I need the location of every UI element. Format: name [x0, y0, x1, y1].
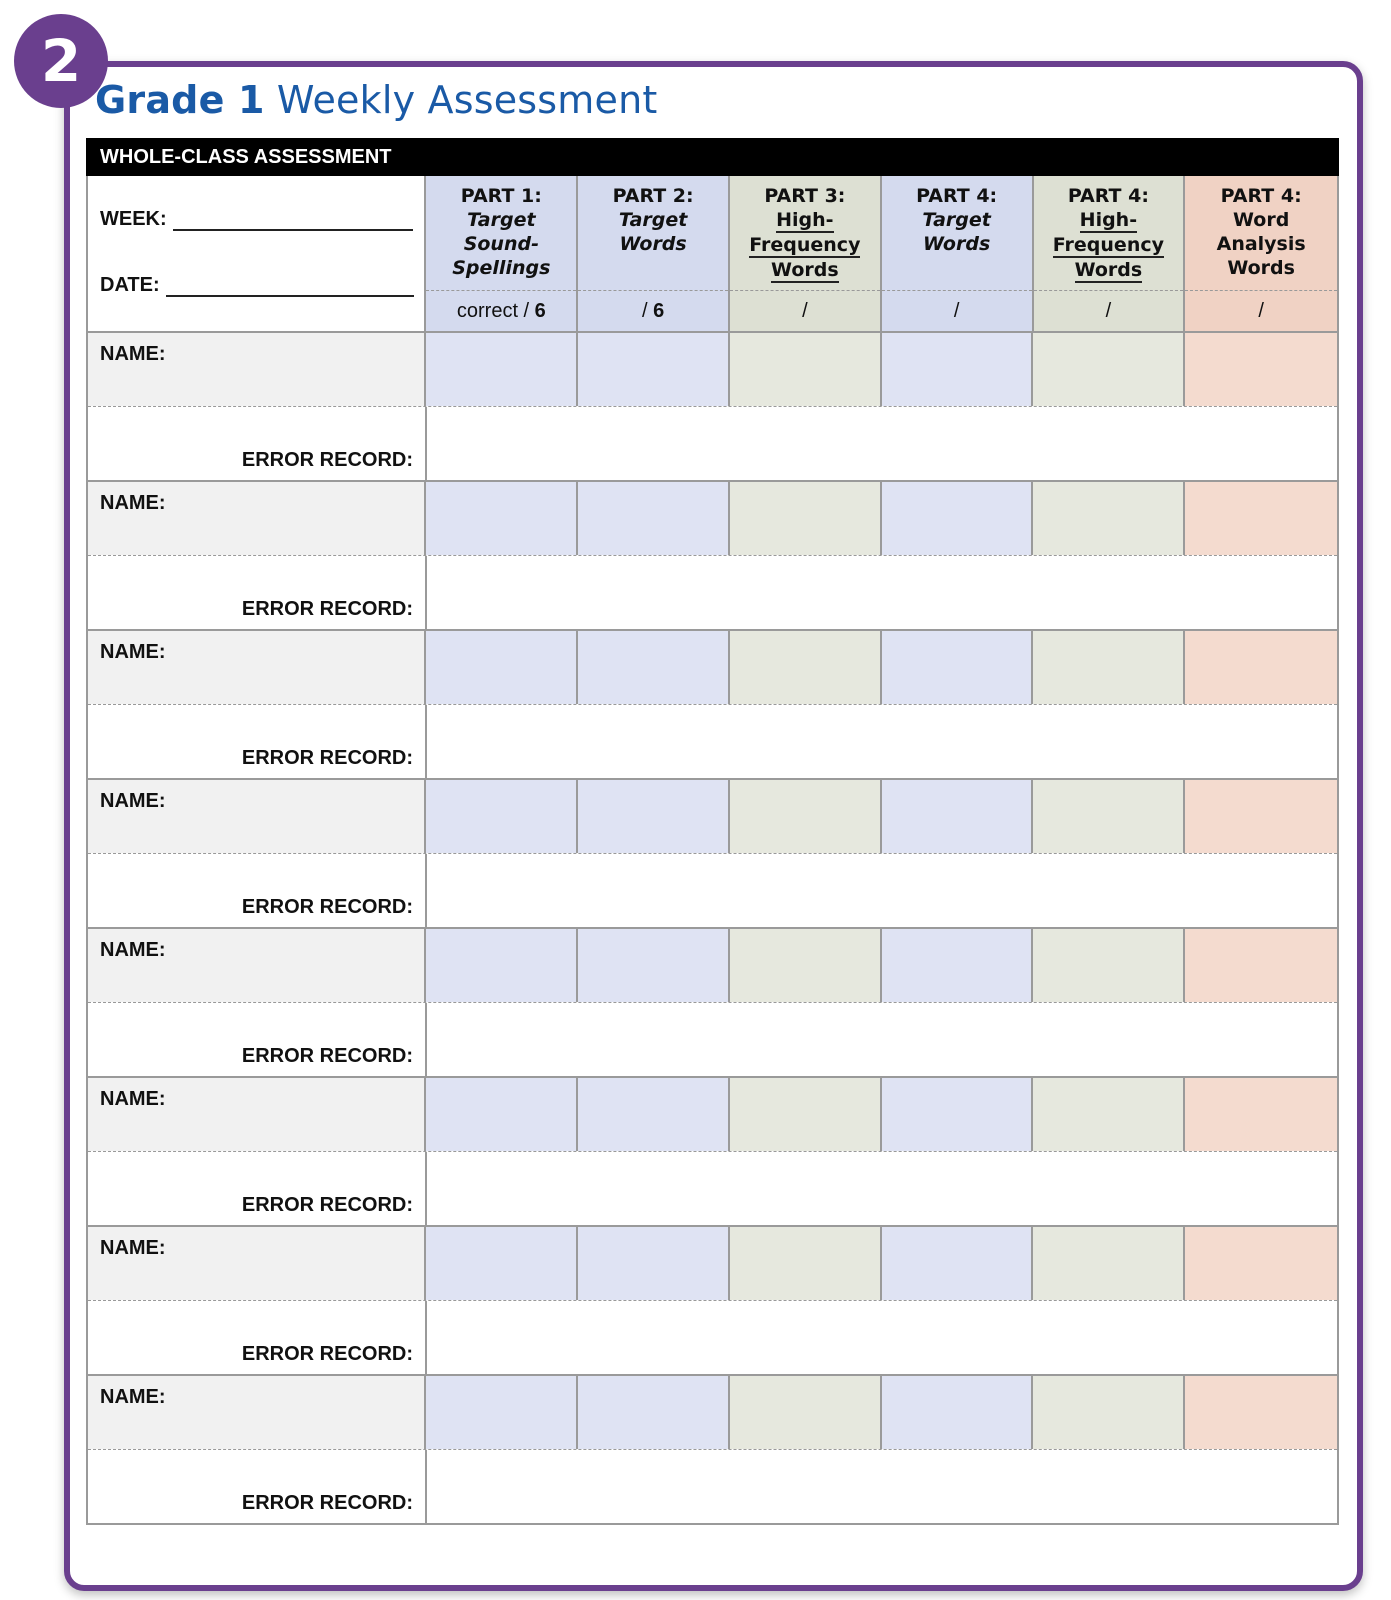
score-entry-cell[interactable]: [882, 631, 1034, 704]
score-entry-cell[interactable]: [1185, 1078, 1337, 1151]
score-entry-cell[interactable]: [578, 929, 730, 1002]
score-entry-cell[interactable]: [882, 482, 1034, 555]
score-entry-cell[interactable]: [1033, 1227, 1185, 1300]
score-entry-cell[interactable]: [578, 780, 730, 853]
score-entry-cell[interactable]: [1033, 929, 1185, 1002]
score-entry-cell[interactable]: [426, 482, 578, 555]
error-record-field[interactable]: [427, 1152, 1337, 1225]
score-entry-cell[interactable]: [426, 1376, 578, 1449]
score-entry-cell[interactable]: [882, 1227, 1034, 1300]
table-header: [86, 176, 1339, 333]
error-record-label: ERROR RECORD:: [88, 705, 427, 778]
score-entry-cell[interactable]: [578, 1376, 730, 1449]
score-entry-cell[interactable]: [426, 631, 578, 704]
score-entry-cell[interactable]: [730, 631, 882, 704]
score-entry-cell[interactable]: [730, 780, 882, 853]
name-label[interactable]: NAME:: [88, 780, 426, 853]
student-row: [86, 333, 1339, 482]
date-field[interactable]: DATE:: [100, 274, 414, 297]
score-cell[interactable]: correct / 6: [426, 291, 576, 331]
score-entry-cell[interactable]: [578, 333, 730, 406]
score-entry-cell[interactable]: [426, 333, 578, 406]
week-field[interactable]: WEEK:: [100, 208, 413, 231]
column-part4-word-analysis-words: PART 4: Word Analysis Words /: [1185, 176, 1337, 331]
score-entry-cell[interactable]: [882, 1078, 1034, 1151]
score-entry-cell[interactable]: [1033, 482, 1185, 555]
name-label[interactable]: NAME:: [88, 631, 426, 704]
score-cell[interactable]: /: [1034, 291, 1184, 331]
score-entry-cell[interactable]: [882, 780, 1034, 853]
score-entry-cell[interactable]: [730, 929, 882, 1002]
error-record-label: ERROR RECORD:: [88, 1301, 427, 1374]
score-entry-cell[interactable]: [882, 929, 1034, 1002]
student-row: [86, 482, 1339, 631]
score-entry-cell[interactable]: [1033, 780, 1185, 853]
score-entry-cell[interactable]: [1185, 631, 1337, 704]
score-entry-cell[interactable]: [730, 1227, 882, 1300]
column-part4-high-frequency-words: PART 4: High- Frequency Words /: [1034, 176, 1186, 331]
score-entry-cell[interactable]: [578, 1227, 730, 1300]
name-label[interactable]: NAME:: [88, 333, 426, 406]
score-entry-cell[interactable]: [578, 482, 730, 555]
score-entry-cell[interactable]: [1185, 1376, 1337, 1449]
error-record-field[interactable]: [427, 705, 1337, 778]
score-entry-cell[interactable]: [426, 780, 578, 853]
score-entry-cell[interactable]: [730, 482, 882, 555]
assessment-table: [86, 176, 1339, 1525]
score-entry-cell[interactable]: [1033, 1078, 1185, 1151]
name-label[interactable]: NAME:: [88, 929, 426, 1002]
score-entry-cell[interactable]: [1033, 333, 1185, 406]
student-row: [86, 1227, 1339, 1376]
student-row: [86, 631, 1339, 780]
error-record-field[interactable]: [427, 1450, 1337, 1523]
score-entry-cell[interactable]: [426, 929, 578, 1002]
column-part2-target-words: PART 2: Target Words / 6: [578, 176, 730, 331]
error-record-field[interactable]: [427, 556, 1337, 629]
error-record-label: ERROR RECORD:: [88, 407, 427, 480]
student-rows: [86, 333, 1339, 1525]
score-entry-cell[interactable]: [1033, 1376, 1185, 1449]
error-record-label: ERROR RECORD:: [88, 1450, 427, 1523]
score-entry-cell[interactable]: [882, 333, 1034, 406]
score-entry-cell[interactable]: [578, 1078, 730, 1151]
error-record-label: ERROR RECORD:: [88, 1003, 427, 1076]
column-part1-target-sound-spellings: PART 1: Target Sound- Spellings correct / 6: [426, 176, 578, 331]
score-entry-cell[interactable]: [730, 1376, 882, 1449]
score-entry-cell[interactable]: [1033, 631, 1185, 704]
score-entry-cell[interactable]: [730, 1078, 882, 1151]
name-label[interactable]: NAME:: [88, 1376, 426, 1449]
score-cell[interactable]: /: [882, 291, 1032, 331]
student-row: [86, 1376, 1339, 1525]
student-row: [86, 929, 1339, 1078]
score-entry-cell[interactable]: [1185, 929, 1337, 1002]
error-record-label: ERROR RECORD:: [88, 556, 427, 629]
score-entry-cell[interactable]: [1185, 780, 1337, 853]
page-title: Grade 1 Weekly Assessment: [95, 78, 658, 122]
error-record-field[interactable]: [427, 1003, 1337, 1076]
name-label[interactable]: NAME:: [88, 1078, 426, 1151]
error-record-label: ERROR RECORD:: [88, 854, 427, 927]
score-entry-cell[interactable]: [730, 333, 882, 406]
error-record-field[interactable]: [427, 407, 1337, 480]
error-record-field[interactable]: [427, 1301, 1337, 1374]
name-label[interactable]: NAME:: [88, 482, 426, 555]
student-row: [86, 1078, 1339, 1227]
score-cell[interactable]: /: [1185, 291, 1337, 331]
score-entry-cell[interactable]: [1185, 1227, 1337, 1300]
score-entry-cell[interactable]: [426, 1078, 578, 1151]
student-row: [86, 780, 1339, 929]
score-entry-cell[interactable]: [882, 1376, 1034, 1449]
column-part3-high-frequency-words: PART 3: High- Frequency Words /: [730, 176, 882, 331]
score-cell[interactable]: / 6: [578, 291, 728, 331]
column-part4-target-words: PART 4: Target Words /: [882, 176, 1034, 331]
error-record-field[interactable]: [427, 854, 1337, 927]
section-number-badge: 2: [14, 14, 108, 108]
score-entry-cell[interactable]: [426, 1227, 578, 1300]
error-record-label: ERROR RECORD:: [88, 1152, 427, 1225]
score-entry-cell[interactable]: [1185, 333, 1337, 406]
score-entry-cell[interactable]: [1185, 482, 1337, 555]
week-date-panel: [88, 176, 426, 331]
score-entry-cell[interactable]: [578, 631, 730, 704]
name-label[interactable]: NAME:: [88, 1227, 426, 1300]
section-header-bar: WHOLE-CLASS ASSESSMENT: [86, 138, 1339, 176]
score-cell[interactable]: /: [730, 291, 880, 331]
